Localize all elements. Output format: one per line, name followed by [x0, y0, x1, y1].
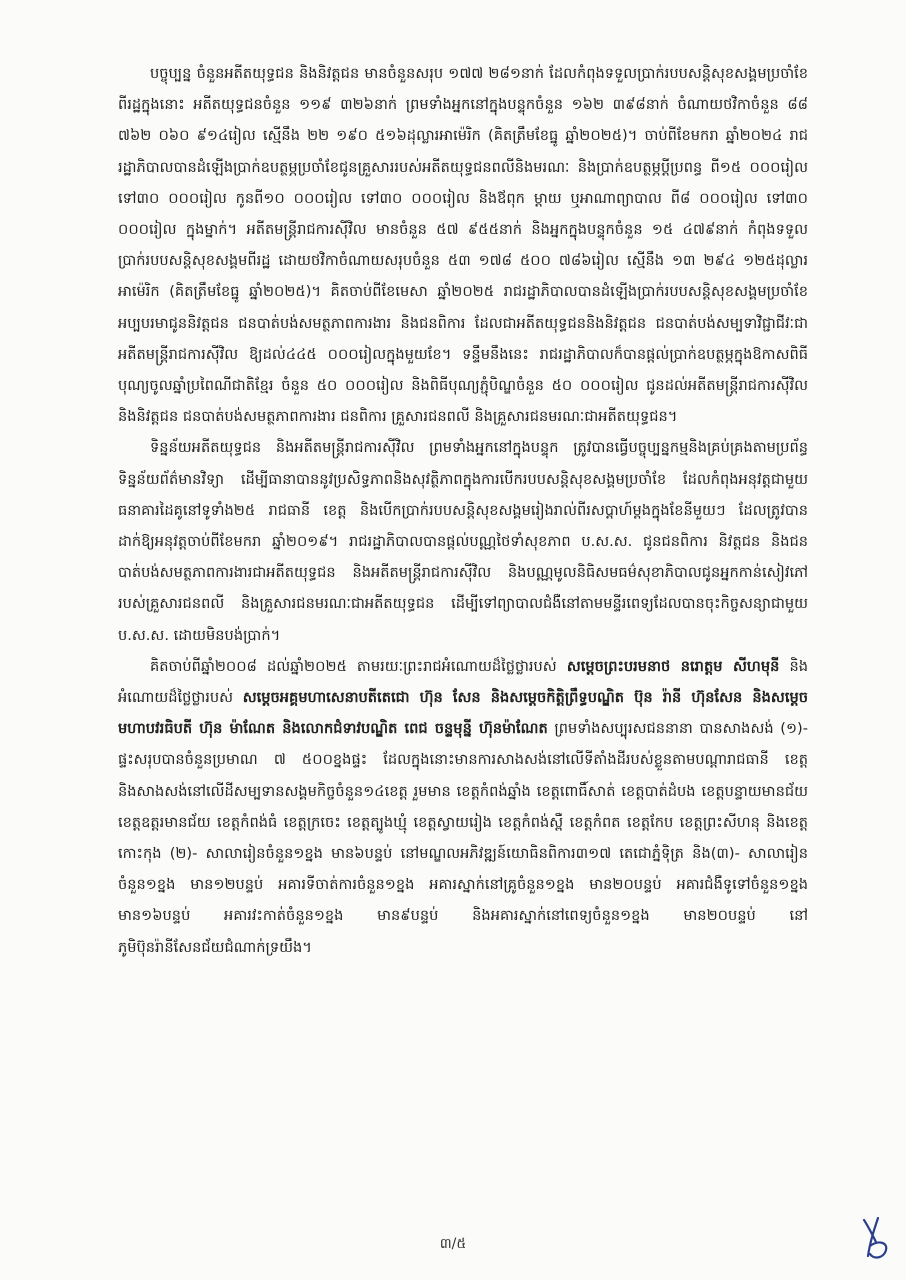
king-title: សម្តេចព្រះបរមនាថ នរោត្តម សីហមុនី [566, 657, 780, 675]
paragraph-housing-construction [118, 651, 808, 963]
paragraph-veterans-pension: បច្ចុប្បន្ន ចំនួនអតីតយុទ្ធជន និងនិវត្តជន មានចំនួនសរុប ១៧៧ ២៨១នាក់ ដែលកំពុងទទួលប្រាក់របបសន្តិសុខសង្គមប្រចាំខែពីរដ្ឋក្នុងនោះ អតីតយុទ្ធជនចំនួន ១១៩ ៣២៦នាក់ ព្រមទាំងអ្នកនៅក្នុងបន្ទុកចំនួន ១៦២ ៣៩៨នាក់ ចំណាយថវិកាចំនួន ៨៨ ៧៦២ ០៦០ ៩១៤រៀល ស្មើនឹង ២២ ១៩០ ៥១៦ដុល្លារអាម៉េរិក (គិតត្រឹមខែធ្នូ ឆ្នាំ២០២៥)។ ចាប់ពីខែមករា ឆ្នាំ២០២៤ រាជរដ្ឋាភិបាលបានដំឡើងប្រាក់ឧបត្ថម្ភប្រចាំខែជូនគ្រួសាររបស់អតីតយុទ្ធជនពលីនិងមរណៈ និងប្រាក់ឧបត្ថម្ភប្តីប្រពន្ធ ពី១៥ ០០០រៀល ទៅ៣០ ០០០រៀល កូនពី១០ ០០០រៀល ទៅ៣០ ០០០រៀល និងឪពុក ម្ដាយ ឬអាណាព្យាបាល ពី៨ ០០០រៀល ទៅ៣០ ០០០រៀល ក្នុងម្នាក់។ អតីតមន្ត្រីរាជការស៊ីវិល មានចំនួន ៥៧ ៩៥៥នាក់ និងអ្នកក្នុងបន្ទុកចំនួន ១៥ ៤៧៩នាក់ កំពុងទទួលប្រាក់របបសន្តិសុខសង្គមពីរដ្ឋ ដោយថវិកាចំណាយសរុបចំនួន ៥៣ ១៧៨ ៥០០ ៧៨៦រៀល ស្មើនឹង ១៣ ២៩៤ ១២៥ដុល្លារអាម៉េរិក (គិតត្រឹមខែធ្នូ ឆ្នាំ២០២៥)។ គិតចាប់ពីខែមេសា ឆ្នាំ២០២៥ រាជរដ្ឋាភិបាលបានដំឡើងប្រាក់របបសន្តិសុខសង្គមប្រចាំខែអប្បបរមាជូននិវត្តជន ជនបាត់បង់សមត្ថភាពការងារ និងជនពិការ ដែលជាអតីតយុទ្ធជននិងនិវត្តជន ជនបាត់បង់សម្បទាវិជ្ជាជីវៈជាអតីតមន្ត្រីរាជការស៊ីវិល ឱ្យដល់៤៤៥ ០០០រៀលក្នុងមួយខែ។ ទន្ទឹមនឹងនេះ រាជរដ្ឋាភិបាលក៏បានផ្តល់ប្រាក់ឧបត្ថម្ភក្នុងឱកាសពិធីបុណ្យចូលឆ្នាំប្រពៃណីជាតិខ្មែរ ចំនួន ៥០ ០០០រៀល និងពិធីបុណ្យភ្ជុំបិណ្ឌចំនួន ៥០ ០០០រៀល ជូនដល់អតីតមន្ត្រីរាជការស៊ីវិល និងនិវត្តជន ជនបាត់បង់សមត្ថភាពការងារ ជនពិការ គ្រួសារជនពលី និងគ្រួសារជនមរណៈជាអតីតយុទ្ធជន។ [118, 65, 808, 426]
paragraph-rest-text: ព្រមទាំងសប្បុរសជននានា បានសាងសង់ (១)- ផ្ទះសរុបបានចំនួនប្រមាណ ៧ ៥០០ខ្នងផ្ទះ ដែលក្នុងនោះមានការសាងសង់នៅលើទីតាំងដីរបស់ខ្លួនតាមបណ្តារាជធានី ខេត្ត និងសាងសង់នៅលើដីសម្បទានសង្គមកិច្ចចំនួន១៤ខេត្ត រួមមាន ខេត្តកំពង់ឆ្នាំង ខេត្តពោធិ៍សាត់ ខេត្តបាត់ដំបង ខេត្តបន្ទាយមានជ័យ ខេត្តឧត្តរមានជ័យ ខេត្តកំពង់ធំ ខេត្តក្រចេះ ខេត្តត្បូងឃ្មុំ ខេត្តស្វាយរៀង ខេត្តកំពង់ស្ពឺ ខេត្តកំពត ខេត្តកែប ខេត្តព្រះសីហនុ និងខេត្តកោះកុង (២)- សាលារៀនចំនួន១ខ្នង មាន៦បន្ទប់ នៅមណ្ឌលអភិវឌ្ឍន៍យោធិនពិការ៣១៧ តេជោភ្នំទ៉ិត្រ និង(៣)- សាលារៀនចំនួន១ខ្នង មាន១២បន្ទប់ អគារទីចាត់ការចំនួន១ខ្នង អគារស្នាក់នៅគ្រូចំនួន១ខ្នង មាន២០បន្ទប់ អគារជំងឺទូទៅចំនួន១ខ្នង មាន១៦បន្ទប់ អគារវះកាត់ចំនួន១ខ្នង មាន៩បន្ទប់ និងអគារស្នាក់នៅពេទ្យចំនួន១ខ្នង មាន២០បន្ទប់ នៅភូមិប៊ុនរ៉ានីសែនជ័យជំណាក់ទ្រយឹង។ [118, 720, 808, 956]
handwritten-initials-icon [858, 1212, 894, 1262]
document-body [118, 58, 808, 963]
leaders-titles: សម្តេចអគ្គមហាសេនាបតីតេជោ ហ៊ុន សែន និងសម្តេចកិត្តិព្រឹទ្ធបណ្ឌិត ប៊ុន រ៉ានី ហ៊ុនសែន និងសម្តេចមហាបវរធិបតី ហ៊ុន ម៉ាណែត និងលោកជំទាវបណ្ឌិត ពេជ ចន្ទមុន្នី ហ៊ុនម៉ាណែត [118, 689, 808, 738]
paragraph-database-management: ទិន្នន័យអតីតយុទ្ធជន និងអតីតមន្ត្រីរាជការស៊ីវិល ព្រមទាំងអ្នកនៅក្នុងបន្ទុក ត្រូវបានធ្វើបច្ចុប្បន្នកម្មនិងគ្រប់គ្រងតាមប្រព័ន្ធទិន្នន័យព័ត៌មានវិទ្យា ដើម្បីធានាបាននូវប្រសិទ្ធភាពនិងសុវត្ថិភាពក្នុងការបើករបបសន្តិសុខសង្គមប្រចាំខែ ដែលកំពុងអនុវត្តជាមួយធនាគារដៃគូនៅទូទាំង២៥ រាជធានី ខេត្ត និងបើកប្រាក់របបសន្តិសុខសង្គមរៀងរាល់ពីរសប្តាហ៍ម្តងក្នុងខែនីមួយៗ ដែលត្រូវបានដាក់ឱ្យអនុវត្តចាប់ពីខែមករា ឆ្នាំ២០១៩។ រាជរដ្ឋាភិបាលបានផ្តល់បណ្ណថៃទាំសុខភាព ប.ស.ស. ជូនជនពិការ និវត្តជន និងជនបាត់បង់សមត្ថភាពការងារជាអតីតយុទ្ធជន និងអតីតមន្ត្រីរាជការស៊ីវិល និងបណ្ណមូលនិធិសមធម៌សុខាភិបាលជូនអ្នកកាន់សៀវភៅរបស់គ្រួសារជនពលី និងគ្រួសារជនមរណៈជាអតីតយុទ្ធជន ដើម្បីទៅព្យាបាលជំងឺនៅតាមមន្ទីរពេទ្យដែលបានចុះកិច្ចសន្យាជាមួយ ប.ស.ស. ដោយមិនបង់ប្រាក់។ [118, 439, 808, 644]
paragraph-lead-text: គិតចាប់ពីឆ្នាំ២០០៨ ដល់ឆ្នាំ២០២៥ តាមរយៈព្រះរាជអំណោយដ៏ថ្លៃថ្លារបស់ [150, 657, 567, 675]
page-number: ៣/៥ [439, 1236, 467, 1252]
paragraph-middle-text: និងអំណោយដ៏ថ្លៃថ្លារបស់ [118, 657, 809, 707]
